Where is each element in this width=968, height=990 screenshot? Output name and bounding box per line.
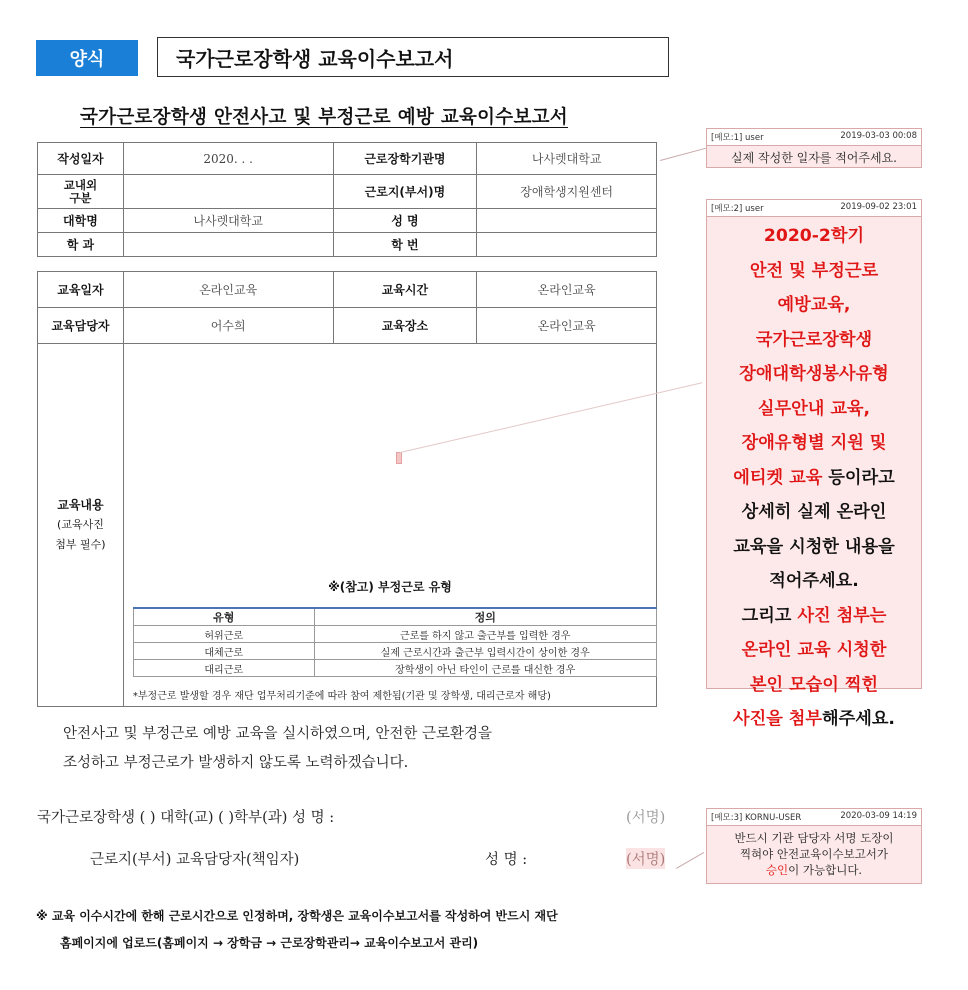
memo-1-connector	[660, 148, 707, 161]
student-no-label: 학 번	[333, 233, 477, 257]
edu-time-label: 교육시간	[333, 272, 477, 308]
student-no-field[interactable]	[477, 233, 657, 257]
name-label: 성 명	[333, 209, 477, 233]
ref-row-type: 허위근로	[133, 626, 314, 643]
memo-1-header	[707, 129, 921, 146]
memo-2-line: 2020-2학기	[763, 226, 865, 246]
memo-2-line: 국가근로장학생	[755, 329, 873, 350]
workplace-label: 근로지(부서)명	[333, 175, 477, 209]
education-table	[37, 271, 657, 707]
memo-3-timestamp: 2020-03-09 14:19	[840, 811, 917, 821]
memo-2-line: 실무안내 교육,	[757, 398, 871, 419]
ref-row-definition: 장학생이 아닌 타인이 근로를 대신한 경우	[314, 660, 656, 677]
write-date-field[interactable]: 2020. . .	[123, 143, 333, 175]
ref-row-definition: 실제 근로시간과 출근부 입력시간이 상이한 경우	[314, 643, 656, 660]
memo-3-line: 승인이 가능합니다.	[765, 863, 863, 877]
memo-3-connector	[676, 852, 704, 869]
ref-row-type: 대리근로	[133, 660, 314, 677]
edu-content-sub1: (교육사진	[57, 518, 104, 531]
bottom-note-line-2: 홈페이지에 업로드(홈페이지 → 장학금 → 근로장학관리→ 교육이수보고서 관리)	[60, 936, 479, 950]
reference-title: ※(참고) 부정근로 유형	[328, 580, 452, 594]
comment-memo-1[interactable]	[706, 128, 922, 168]
ref-row-type: 대체근로	[133, 643, 314, 660]
memo-3-header	[707, 809, 921, 826]
header-title: 국가근로장학생 교육이수보고서	[157, 37, 669, 77]
fraud-type-table	[133, 607, 657, 677]
info-table	[37, 142, 657, 257]
manager-name-label: 성 명 :	[485, 852, 528, 868]
memo-2-line: 에티켓 교육 등이라고	[733, 467, 895, 488]
edu-place-field[interactable]: 온라인교육	[477, 308, 657, 344]
ref-row-definition: 근로를 하지 않고 출근부를 입력한 경우	[314, 626, 656, 643]
reference-footnote: *부정근로 발생할 경우 재단 업무처리기준에 따라 참여 제한됨(기관 및 장학생, 대리근로자 해당)	[132, 691, 551, 702]
memo-2-text	[707, 217, 921, 741]
memo-1-author: [메모:1] user	[711, 133, 764, 143]
write-date-label: 작성일자	[38, 143, 124, 175]
workplace-field[interactable]: 장애학생지원센터	[477, 175, 657, 209]
pledge-line-1: 안전사고 및 부정근로 예방 교육을 실시하였으며, 안전한 근로환경을	[63, 726, 493, 742]
edu-place-label: 교육장소	[333, 308, 477, 344]
dept-label: 학 과	[38, 233, 124, 257]
manager-signature-line: 근로지(부서) 교육담당자(책임자)	[90, 852, 300, 868]
memo-2-line: 그리고 사진 첨부는	[741, 605, 887, 626]
memo-3-author: [메모:3] KORNU-USER	[711, 813, 802, 823]
memo-3-text	[707, 826, 921, 882]
edu-manager-field[interactable]: 어수희	[123, 308, 333, 344]
campus-field[interactable]	[123, 175, 333, 209]
memo-1-text: 실제 작성한 일자를 적어주세요.	[731, 151, 897, 165]
campus-label: 교내외 구분	[38, 175, 124, 209]
institution-field[interactable]: 나사렛대학교	[477, 143, 657, 175]
ref-header-definition: 정의	[314, 608, 656, 626]
memo-3-line: 찍혀야 안전교육이수보고서가	[739, 847, 889, 861]
memo-2-author: [메모:2] user	[711, 204, 764, 214]
memo-2-line: 장애유형별 지원 및	[741, 433, 887, 453]
memo-2-line: 안전 및 부정근로	[749, 260, 879, 281]
comment-memo-2[interactable]	[706, 199, 922, 729]
text-cursor-marker	[396, 452, 402, 464]
pledge-line-2: 조성하고 부정근로가 발생하지 않도록 노력하겠습니다.	[63, 755, 409, 771]
institution-label: 근로장학기관명	[333, 143, 477, 175]
memo-2-line: 적어주세요.	[769, 571, 859, 591]
edu-date-label: 교육일자	[38, 272, 124, 308]
dept-field[interactable]	[123, 233, 333, 257]
memo-2-line: 온라인 교육 시청한	[741, 640, 887, 660]
university-field[interactable]: 나사렛대학교	[123, 209, 333, 233]
bottom-note-line-1: ※ 교육 이수시간에 한해 근로시간으로 인정하며, 장학생은 교육이수보고서를 작성하여 반드시 재단	[36, 909, 558, 923]
student-signature-seal[interactable]: (서명)	[626, 810, 666, 826]
memo-1-timestamp: 2019-03-03 00:08	[840, 131, 917, 141]
memo-2-line: 상세히 실제 온라인	[741, 502, 887, 522]
document-title: 국가근로장학생 안전사고 및 부정근로 예방 교육이수보고서	[80, 107, 568, 128]
memo-2-line: 예방교육,	[777, 295, 851, 315]
memo-2-line: 교육을 시청한 내용을	[733, 536, 895, 557]
edu-content-field[interactable]	[123, 344, 656, 707]
form-tag: 양식	[36, 40, 138, 76]
memo-2-timestamp: 2019-09-02 23:01	[840, 202, 917, 212]
memo-3-line: 반드시 기관 담당자 서명 도장이	[734, 831, 894, 845]
edu-date-field[interactable]: 온라인교육	[123, 272, 333, 308]
manager-signature-seal[interactable]: (서명)	[626, 848, 665, 869]
edu-time-field[interactable]: 온라인교육	[477, 272, 657, 308]
student-signature-line: 국가근로장학생 ( ) 대학(교) ( )학부(과) 성 명 :	[37, 810, 335, 826]
memo-2-line: 사진을 첨부해주세요.	[733, 709, 895, 729]
edu-content-title: 교육내용	[57, 498, 104, 512]
university-label: 대학명	[38, 209, 124, 233]
memo-2-line: 장애대학생봉사유형	[739, 364, 889, 384]
memo-2-line: 본인 모습이 찍힌	[749, 674, 879, 695]
edu-content-sub2: 첨부 필수)	[55, 538, 106, 551]
memo-2-header	[707, 200, 921, 217]
ref-header-type: 유형	[133, 608, 314, 626]
name-field[interactable]	[477, 209, 657, 233]
edu-content-label	[38, 344, 124, 707]
edu-manager-label: 교육담당자	[38, 308, 124, 344]
comment-memo-3[interactable]	[706, 808, 922, 884]
